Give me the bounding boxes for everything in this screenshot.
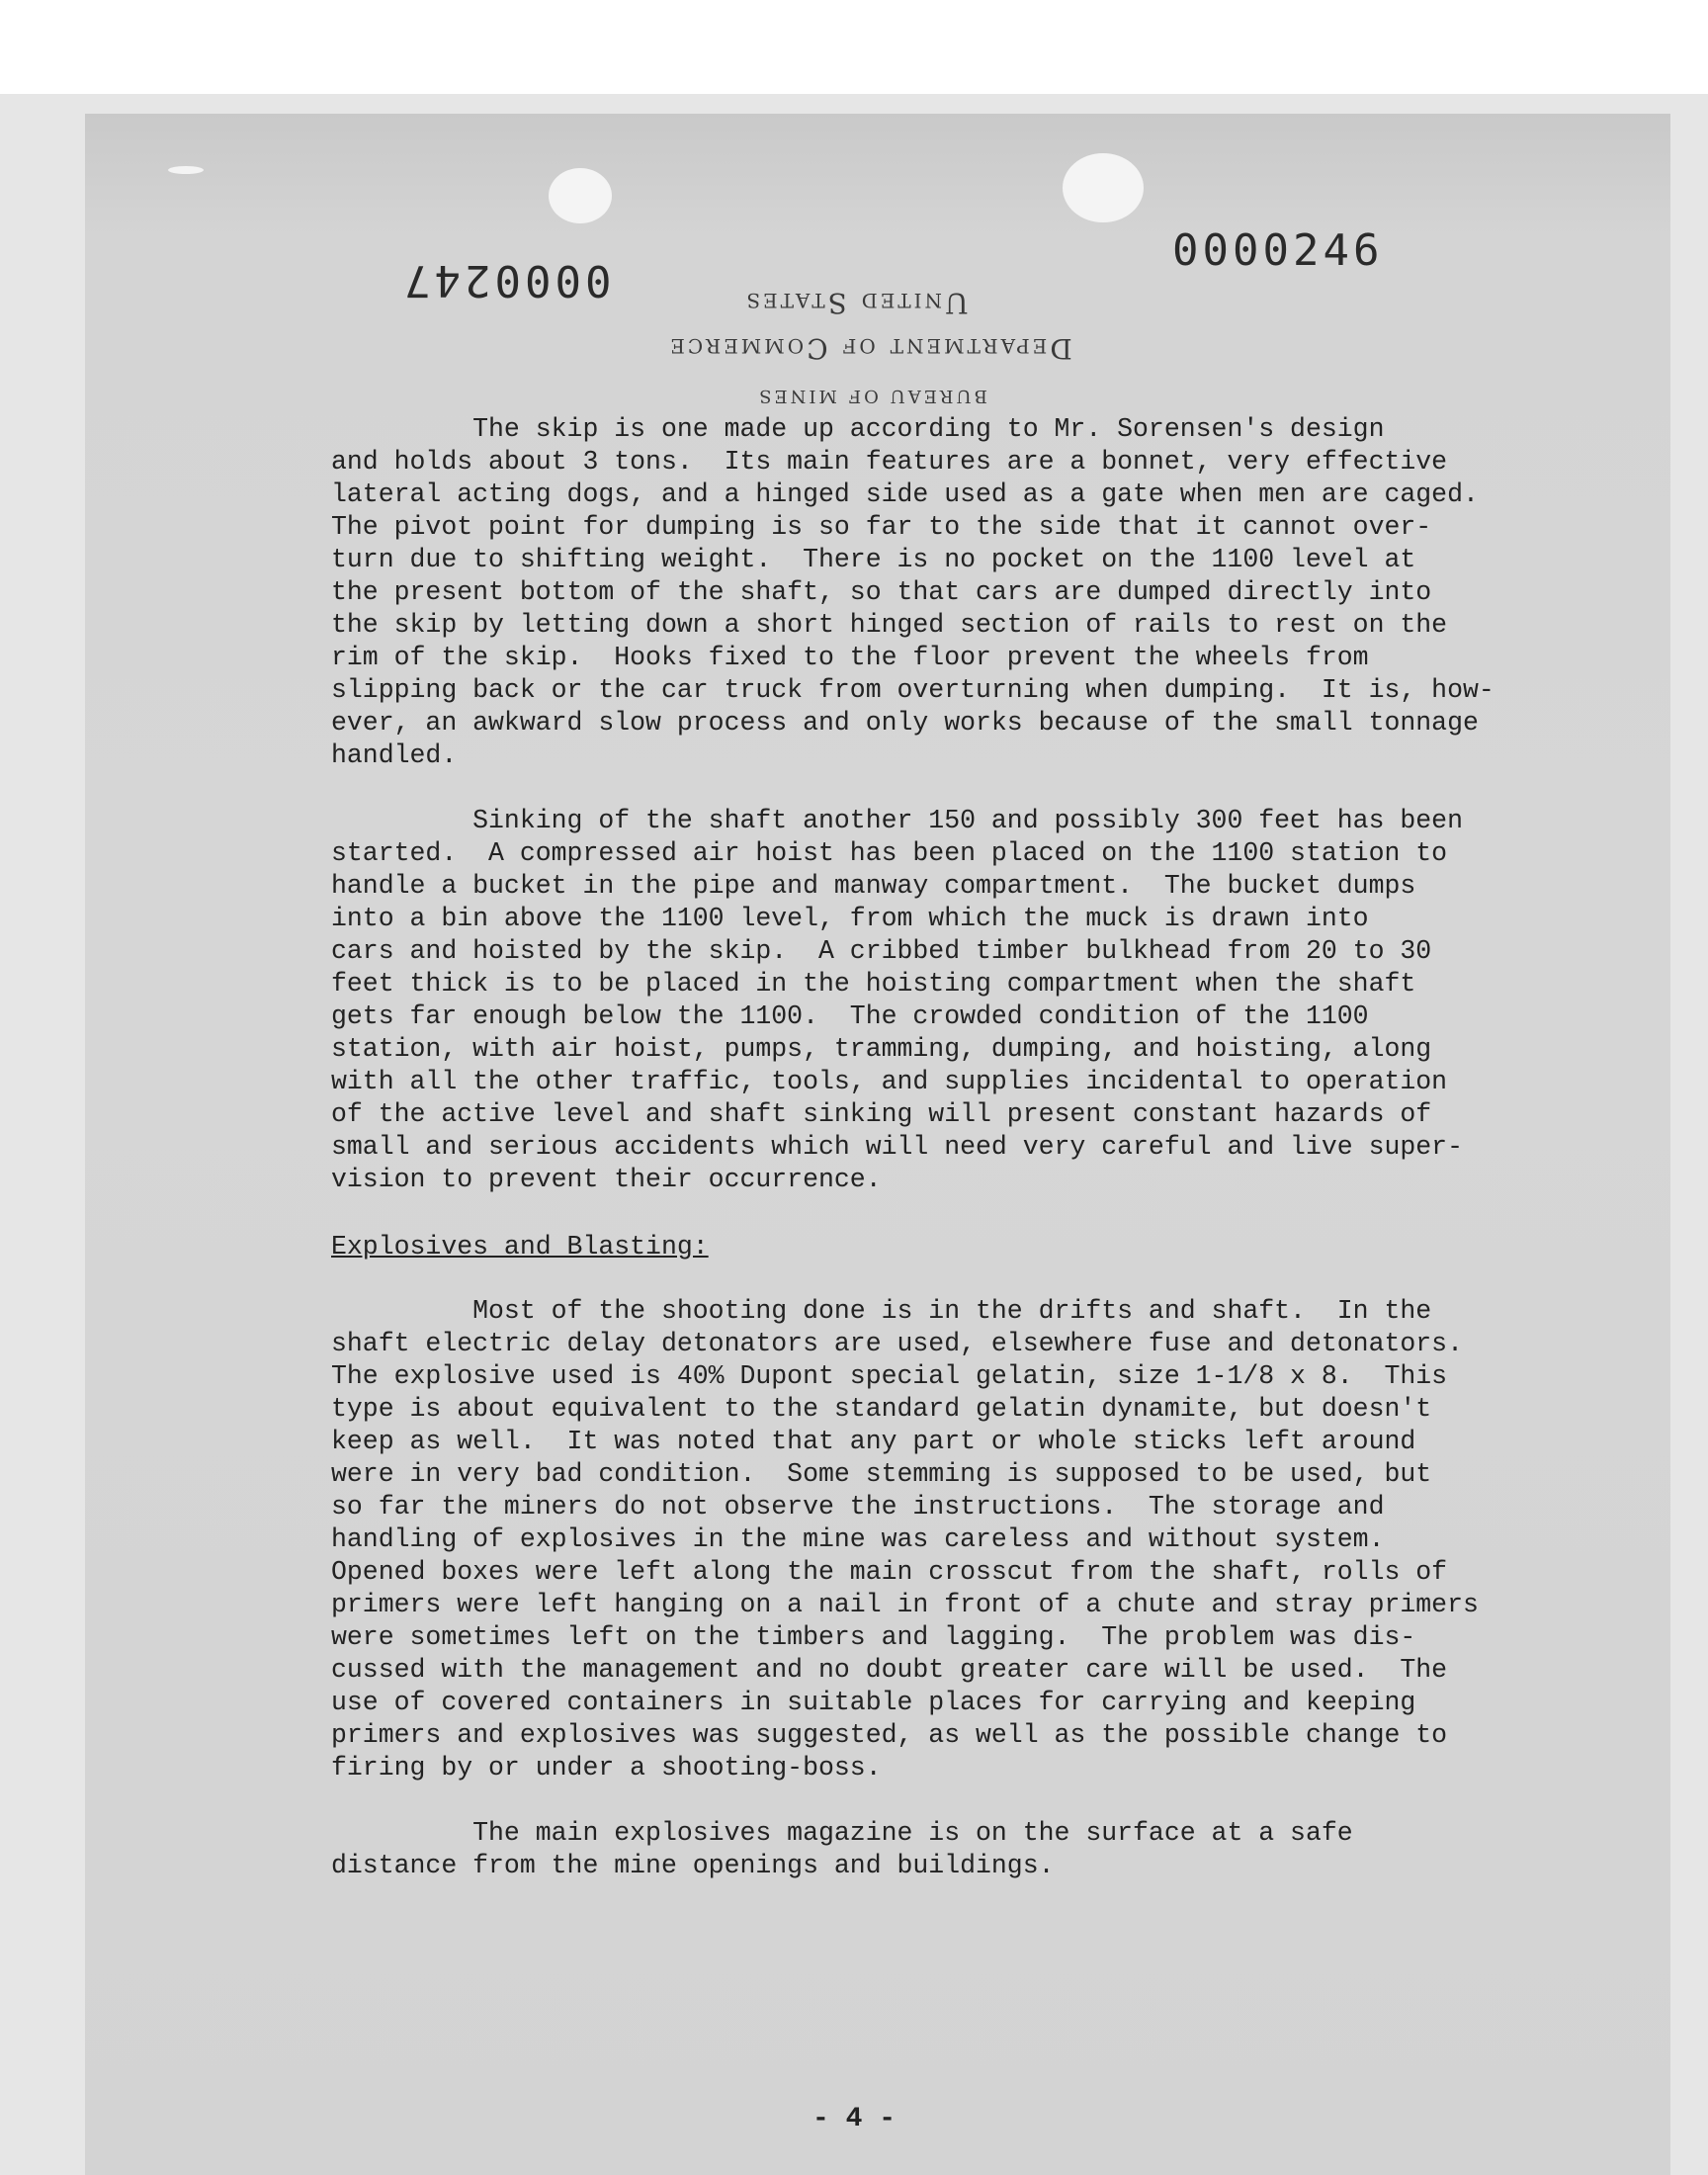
paragraph-gap bbox=[331, 1784, 1547, 1817]
text-line: Sinking of the shaft another 150 and possibly 300 feet has been bbox=[331, 806, 1463, 835]
text-line: and holds about 3 tons. Its main features are a bonnet, very effective bbox=[331, 447, 1448, 477]
text-line: keep as well. It was noted that any part or whole sticks left around bbox=[331, 1427, 1416, 1456]
section-heading: Explosives and Blasting: bbox=[331, 1232, 709, 1262]
text-line: slipping back or the car truck from overturning when dumping. It is, how- bbox=[331, 675, 1494, 705]
text-line: feet thick is to be placed in the hoisting compartment when the shaft bbox=[331, 969, 1416, 999]
paragraph bbox=[331, 413, 1547, 772]
text-line: Opened boxes were left along the main crosscut from the shaft, rolls of bbox=[331, 1557, 1448, 1587]
text-line: rim of the skip. Hooks fixed to the floor prevent the wheels from bbox=[331, 643, 1369, 672]
text-line: handled. bbox=[331, 740, 458, 770]
text-line: handle a bucket in the pipe and manway compartment. The bucket dumps bbox=[331, 871, 1416, 901]
text-line: turn due to shifting weight. There is no pocket on the 1100 level at bbox=[331, 545, 1416, 574]
text-line: type is about equivalent to the standard gelatin dynamite, but doesn't bbox=[331, 1394, 1432, 1424]
text-line: The skip is one made up according to Mr. Sorensen's design bbox=[331, 414, 1385, 444]
text-line: with all the other traffic, tools, and supplies incidental to operation bbox=[331, 1067, 1448, 1096]
document-number-stamp-mirrored: 0000247 bbox=[400, 255, 612, 305]
body-section-2 bbox=[331, 1295, 1547, 1882]
punch-hole-right bbox=[1063, 153, 1144, 222]
text-line: station, with air hoist, pumps, tramming, dumping, and hoisting, along bbox=[331, 1034, 1432, 1064]
letterhead-line-3: BUREAU OF MINES bbox=[756, 386, 987, 406]
text-line: The pivot point for dumping is so far to the side that it cannot over- bbox=[331, 512, 1432, 542]
paragraph-gap bbox=[331, 772, 1547, 805]
text-line: were in very bad condition. Some stemming is supposed to be used, but bbox=[331, 1459, 1432, 1489]
text-line: The main explosives magazine is on the surface at a safe bbox=[331, 1818, 1353, 1848]
letterhead-line-2: Department of Commerce bbox=[667, 332, 1072, 365]
text-line: started. A compressed air hoist has been placed on the 1100 station to bbox=[331, 838, 1448, 868]
text-line: ever, an awkward slow process and only works because of the small tonnage bbox=[331, 708, 1479, 738]
text-line: firing by or under a shooting-boss. bbox=[331, 1753, 882, 1783]
punch-mark-small bbox=[168, 166, 204, 174]
text-line: cars and hoisted by the skip. A cribbed timber bulkhead from 20 to 30 bbox=[331, 936, 1432, 966]
text-line: primers were left hanging on a nail in front of a chute and stray primers bbox=[331, 1590, 1479, 1619]
body-section-1 bbox=[331, 413, 1547, 1196]
text-line: use of covered containers in suitable places for carrying and keeping bbox=[331, 1688, 1416, 1717]
page-number: - 4 - bbox=[811, 2104, 896, 2134]
text-line: Most of the shooting done is in the drifts and shaft. In the bbox=[331, 1296, 1432, 1326]
text-line: small and serious accidents which will need very careful and live super- bbox=[331, 1132, 1463, 1162]
text-line: gets far enough below the 1100. The crowded condition of the 1100 bbox=[331, 1001, 1369, 1031]
text-line: were sometimes left on the timbers and lagging. The problem was dis- bbox=[331, 1622, 1416, 1652]
text-line: distance from the mine openings and buildings. bbox=[331, 1851, 1055, 1880]
letterhead-line-1: United States bbox=[743, 287, 969, 319]
punch-hole-left bbox=[549, 168, 612, 223]
document-number-stamp: 0000246 bbox=[1172, 225, 1384, 276]
text-line: cussed with the management and no doubt greater care will be used. The bbox=[331, 1655, 1448, 1685]
text-line: into a bin above the 1100 level, from which the muck is drawn into bbox=[331, 904, 1369, 933]
text-line: vision to prevent their occurrence. bbox=[331, 1165, 882, 1194]
text-line: handling of explosives in the mine was careless and without system. bbox=[331, 1524, 1385, 1554]
paragraph bbox=[331, 1295, 1547, 1784]
text-line: The explosive used is 40% Dupont special gelatin, size 1-1/8 x 8. This bbox=[331, 1361, 1448, 1391]
text-line: the skip by letting down a short hinged section of rails to rest on the bbox=[331, 610, 1448, 640]
text-line: the present bottom of the shaft, so that cars are dumped directly into bbox=[331, 577, 1432, 607]
paragraph bbox=[331, 805, 1547, 1196]
text-line: primers and explosives was suggested, as well as the possible change to bbox=[331, 1720, 1448, 1750]
paragraph bbox=[331, 1817, 1547, 1882]
text-line: so far the miners do not observe the instructions. The storage and bbox=[331, 1492, 1385, 1522]
text-line: lateral acting dogs, and a hinged side used as a gate when men are caged. bbox=[331, 479, 1479, 509]
text-line: shaft electric delay detonators are used, elsewhere fuse and detonators. bbox=[331, 1329, 1463, 1358]
text-line: of the active level and shaft sinking will present constant hazards of bbox=[331, 1099, 1432, 1129]
